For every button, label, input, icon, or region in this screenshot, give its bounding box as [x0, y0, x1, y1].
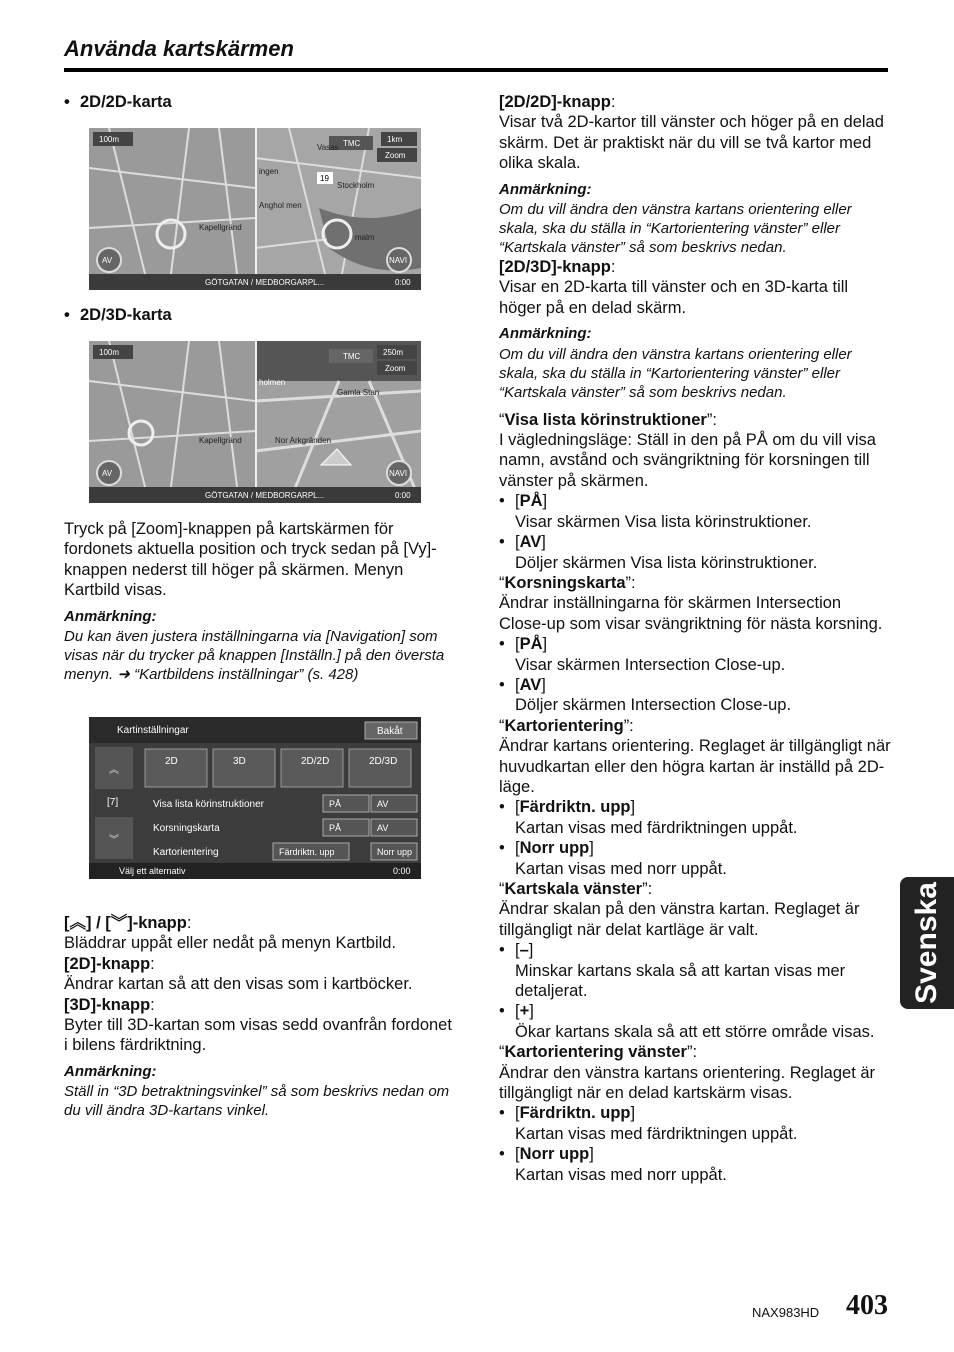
kors-desc: Ändrar inställningarna för skärmen Intersection Close-up som visar svängriktning för nästa korsning.	[499, 594, 883, 633]
btn-updown-desc: Bläddrar uppåt eller nedåt på menyn Kartbild.	[64, 934, 397, 953]
map1-label-malm: malm	[355, 233, 375, 242]
map2-av-label: AV	[102, 469, 113, 478]
map2-scale-left: 100m	[99, 348, 120, 357]
map1-time: 0:00	[395, 278, 411, 287]
bullet-2d2d: • 2D/2D-karta	[64, 92, 454, 112]
menu-tab-0[interactable]	[145, 749, 207, 787]
note-heading: Anmärkning:	[499, 180, 592, 198]
map2-scale-right: 250m	[383, 348, 404, 357]
menu-status: Välj ett alternativ	[119, 866, 186, 876]
oriv-f-option: Färdriktn. upp	[519, 1104, 631, 1123]
menu-tab-3[interactable]	[349, 749, 411, 787]
btn-2d3d-desc: Visar en 2D-karta till vänster och en 3D-karta till höger på en delad skärm.	[499, 278, 849, 317]
map1-scale-left: 100m	[99, 135, 120, 144]
scroll-up-icon: ︽	[69, 914, 86, 932]
ori-f-option: Färdriktn. upp	[519, 798, 631, 817]
menu-tab-label: 2D	[165, 756, 178, 767]
map2-label-holmen: holmen	[259, 378, 286, 387]
map1-zoom-button[interactable]: Zoom	[385, 151, 406, 160]
menu-option-label: Norr upp	[377, 847, 413, 857]
skala-plus-option: +	[519, 1002, 530, 1021]
ori-n-option: Norr upp	[519, 839, 590, 858]
right-column: [2D/2D]-knapp: Visar två 2D-kartor till vänster och höger på en delad skärm. Det är praktiskt när du vill se två kartor med olika skala. Anmärkning: Om du vill ändra den vänstra kartans orientering eller skala, ska du ställa in “Kartorientering vänster” eller “Kartskala vänster” så som beskrivs nedan. [2D/3D]-knapp: Visar en 2D-karta till vänster och en 3D-karta till höger på en delad skärm. Anmärkning: Om du vill ändra den vänstra kartans orientering eller skala, ska du ställa in “Kartorientering vänster” eller “Kartskala vänster” så som beskrivs nedan. “Visa lista körinstruktioner”: I vägledningsläge: Ställ in den på PÅ om du vill visa namn, avstånd och svängriktning för korsningen till vänster på skärmen. • [PÅ] Visar skärmen Visa lista körinstruktioner. • [AV] Döljer skärmen Visa lista körinstruktioner. “Korsningskarta”: Ändrar inställningarna för skärmen Intersection Close-up som visar svängriktning för nästa korsning. • [PÅ] Visar skärmen Intersection Close-up. • [AV] Döljer skärmen Intersection Close-up. “Kartorientering”: Ändrar kartans orientering. Reglaget är tillgängligt när huvudkartan eller den högra kartan är inställd på 2D-läge. • [Färdriktn. upp] Kartan visas med färdriktningen uppåt. • [Norr upp] Kartan visas med norr uppåt. “Kartskala vänster”: Ändrar skalan på den vänstra kartan. Reglaget är tillgängligt när delat kartläge är valt. • [–] Minskar kartans skala så att kartan visas mer detaljerat. • [+] Ökar kartans skala så att ett större område visas. “Kartorientering vänster”: Ändrar den vänstra kartans orientering. Reglaget är tillgängligt när en delad kartskärm visas. • [Färdriktn. upp] Kartan visas med färdriktningen uppåt. • [Norr upp] Kartan visas med norr uppåt.	[499, 92, 891, 1185]
menu-row-label: Kartorientering	[153, 847, 219, 858]
language-side-tab-label: Svenska	[910, 882, 943, 1004]
oriv-n-desc: Kartan visas med norr uppåt.	[515, 1165, 727, 1184]
map-2d3d-screenshot	[89, 341, 421, 503]
footer-model: NAX983HD	[752, 1305, 820, 1320]
oriv-f-desc: Kartan visas med färdriktningen uppåt.	[515, 1124, 798, 1143]
map1-navi-label: NAVI	[389, 256, 408, 265]
map1-scale-right: 1km	[387, 135, 403, 144]
oriv-desc: Ändrar den vänstra kartans orientering. Reglaget är tillgängligt när en delad kartskärm visas.	[499, 1063, 876, 1103]
btn-2d-desc: Ändrar kartan så att den visas som i kartböcker.	[64, 975, 413, 994]
ori-f-desc: Kartan visas med färdriktningen uppåt.	[515, 818, 798, 837]
note-heading: Anmärkning:	[64, 1062, 157, 1080]
menu-option-label: Färdriktn. upp	[279, 847, 335, 857]
menu-option-label: AV	[377, 799, 389, 809]
visa-pa-desc: Visar skärmen Visa lista körinstruktioner.	[515, 512, 812, 531]
page-number: 403	[846, 1290, 888, 1321]
map2-tmc: TMC	[343, 352, 361, 361]
visa-av-desc: Döljer skärmen Visa lista körinstruktioner.	[515, 553, 818, 572]
page-header: Använda kartskärmen	[64, 36, 294, 61]
map-2d2d-screenshot	[89, 128, 421, 290]
map1-label-vasas: Vasas	[317, 143, 339, 152]
kors-av-desc: Döljer skärmen Intersection Close-up.	[515, 696, 792, 715]
note-text: Om du vill ändra den vänstra kartans orientering eller skala, ska du ställa in “Kartorientering vänster” eller “Kartskala vänster” så som beskrivs nedan.	[499, 345, 852, 401]
paragraph-zoom-instructions: Tryck på [Zoom]-knappen på kartskärmen för fordonets aktuella position och tryck sedan på [Vy]-knappen nederst till höger på skärmen. Menyn Kartbild visas.	[64, 520, 437, 600]
menu-back-button[interactable]: Bakåt	[377, 726, 403, 737]
btn-3d-heading: [3D]-knapp	[64, 995, 151, 1014]
map2-label-kapellgrand: Kapellgränd	[199, 436, 242, 445]
scroll-up-icon: ︽	[109, 765, 119, 776]
menu-option-label: PÅ	[329, 823, 342, 833]
note-text: Du kan även justera inställningarna via [Navigation] som visas när du trycker på knappen [Inställn.] på den översta menyn. ➜ “Kartbildens inställningar” (s. 428)	[64, 628, 445, 684]
btn-2d2d-desc: Visar två 2D-kartor till vänster och höger på en delad skärm. Det är praktiskt när du vill se två kartor med olika skala.	[499, 113, 884, 173]
note-text: Ställ in “3D betraktningsvinkel” så som beskrivs nedan om du vill ändra 3D-kartans vinkel.	[64, 1083, 450, 1120]
bullet-2d3d: • 2D/3D-karta	[64, 305, 454, 325]
menu-tab-label: 2D/2D	[301, 756, 330, 767]
menu-row-label: Visa lista körinstruktioner	[153, 799, 264, 810]
scroll-down-icon: ︾	[110, 914, 128, 932]
btn-updown-suffix: ]-knapp	[127, 914, 187, 932]
note-text: Om du vill ändra den vänstra kartans orientering eller skala, ska du ställa in “Kartorientering vänster” eller “Kartskala vänster” så som beskrivs nedan.	[499, 201, 852, 257]
btn-2d3d-heading: [2D/3D]-knapp	[499, 258, 611, 277]
visa-av-option: AV	[519, 533, 542, 552]
menu-title: Kartinställningar	[117, 725, 189, 736]
menu-time: 0:00	[393, 866, 411, 876]
map1-av-label: AV	[102, 256, 113, 265]
map2-navi-label: NAVI	[389, 469, 408, 478]
oriv-heading: Kartorientering vänster	[504, 1043, 687, 1062]
menu-tab-1[interactable]	[213, 749, 275, 787]
visa-desc: I vägledningsläge: Ställ in den på PÅ om du vill visa namn, avstånd och svängriktning för korsningen till vänster på skärmen.	[499, 431, 876, 490]
header-rule	[64, 68, 888, 72]
menu-tab-label: 3D	[233, 756, 246, 767]
visa-pa-option: PÅ	[519, 492, 543, 511]
map1-label-ingen: ingen	[259, 167, 279, 176]
map1-tmc: TMC	[343, 139, 361, 148]
btn-2d-heading: [2D]-knapp	[64, 954, 151, 973]
kors-heading: Korsningskarta	[504, 573, 626, 592]
menu-option-label: AV	[377, 823, 389, 833]
menu-option-label: PÅ	[329, 799, 342, 809]
skala-heading: Kartskala vänster	[504, 880, 643, 898]
map1-street: GÖTGATAN / MEDBORGARPL...	[205, 278, 325, 287]
map2-zoom-button[interactable]: Zoom	[385, 364, 406, 373]
ori-desc: Ändrar kartans orientering. Reglaget är tillgängligt när huvudkartan eller den högra kartan är inställd på 2D-läge.	[499, 737, 891, 796]
menu-page-indicator: [7]	[107, 797, 119, 808]
skala-minus-desc: Minskar kartans skala så att kartan visas mer detaljerat.	[515, 961, 846, 1001]
map2-street: GÖTGATAN / MEDBORGARPL...	[205, 491, 325, 500]
kors-pa-desc: Visar skärmen Intersection Close-up.	[515, 655, 786, 674]
map1-route-19: 19	[320, 174, 329, 183]
skala-plus-desc: Ökar kartans skala så att ett större område visas.	[515, 1022, 875, 1041]
skala-minus-option: –	[519, 941, 529, 960]
note-heading: Anmärkning:	[64, 607, 157, 625]
map2-label-arkgranden: Nor Arkgränden	[275, 436, 332, 445]
language-side-tab	[900, 877, 954, 1009]
map2-time: 0:00	[395, 491, 411, 500]
map1-label-stockholm: Stockholm	[337, 181, 375, 190]
map1-label-angholmen: Anghol men	[259, 201, 302, 210]
btn-updown-label: ] / [	[86, 914, 111, 932]
skala-desc: Ändrar skalan på den vänstra kartan. Reglaget är tillgängligt när delat kartläge är valt.	[499, 900, 860, 939]
btn-2d2d-heading: [2D/2D]-knapp	[499, 93, 611, 111]
kors-pa-option: PÅ	[519, 635, 543, 654]
oriv-n-option: Norr upp	[519, 1145, 590, 1164]
ori-n-desc: Kartan visas med norr uppåt.	[515, 859, 727, 878]
note-heading: Anmärkning:	[499, 325, 592, 343]
map1-label-kapellgrand: Kapellgränd	[199, 223, 242, 232]
menu-kartinstallningar-screenshot	[89, 717, 421, 879]
menu-tab-label: 2D/3D	[369, 756, 398, 767]
left-column	[64, 92, 454, 112]
ori-heading: Kartorientering	[504, 716, 624, 735]
btn-3d-desc: Byter till 3D-kartan som visas sedd ovanfrån fordonet i bilens färdriktning.	[64, 1016, 452, 1055]
visa-heading: Visa lista körinstruktioner	[504, 410, 707, 429]
menu-row-label: Korsningskarta	[153, 823, 220, 834]
kors-av-option: AV	[519, 675, 542, 694]
menu-tab-2[interactable]	[281, 749, 343, 787]
map2-label-gamla-stan: Gamla Stan	[337, 388, 380, 397]
scroll-down-icon: ︾	[109, 835, 119, 846]
